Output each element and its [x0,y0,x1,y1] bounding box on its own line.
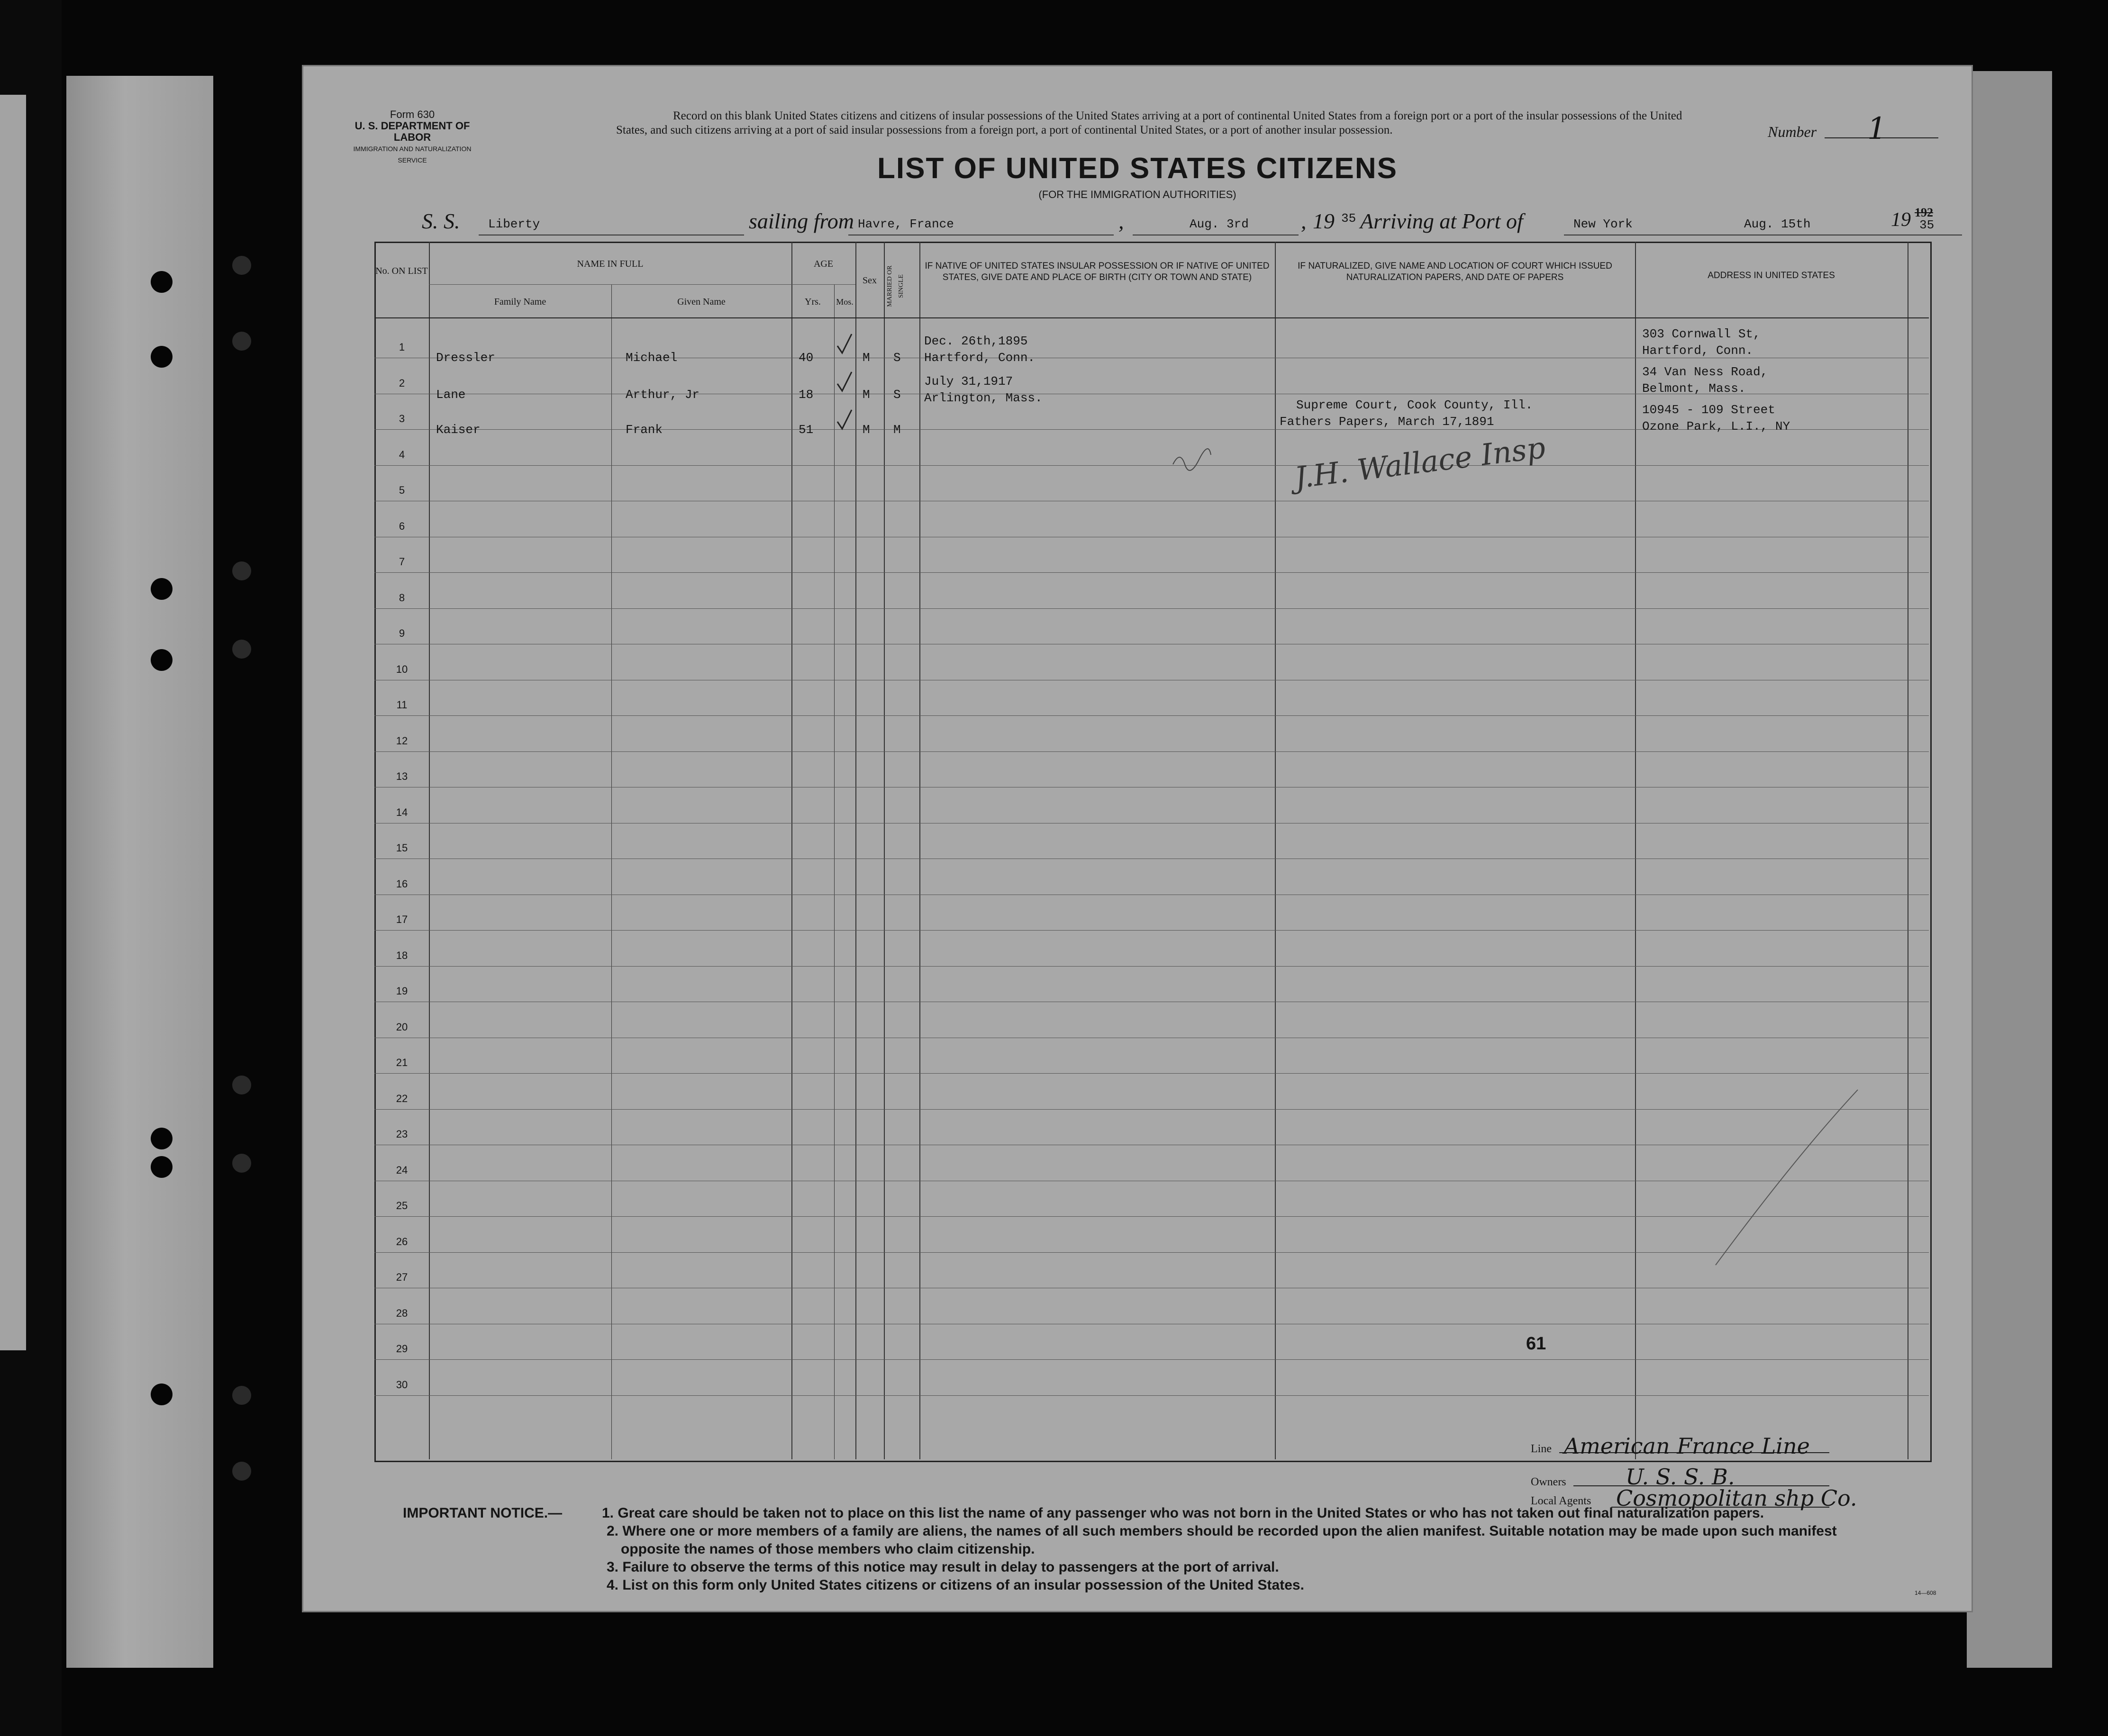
sex: M [863,423,870,437]
sailing-from: Havre, France [858,217,954,231]
address-city: Belmont, Mass. [1642,381,1746,396]
row-number: 21 [396,1057,408,1068]
notice-lead: IMPORTANT NOTICE.— [403,1505,563,1521]
row-number: 9 [399,627,405,639]
marital-status: M [893,423,901,437]
row-number: 15 [396,842,408,854]
notice-item: 3. Failure to observe the terms of this notice may result in delay to passengers at the port of arrival. [607,1559,1279,1575]
row-number: 19 [396,985,408,997]
punch-hole [232,1154,251,1173]
naturalization-court: Supreme Court, Cook County, Ill. [1296,398,1533,412]
ss-label: S. S. [422,209,460,233]
punch-hole [151,578,173,600]
departure-year: 35 [1341,211,1356,226]
row-number: 7 [399,556,405,568]
family-name: Kaiser [436,423,481,437]
row-line [374,572,1929,573]
row-number: 22 [396,1092,408,1104]
address-street: 303 Cornwall St, [1642,327,1761,341]
header-name: NAME IN FULL [577,259,644,269]
birth-place: Arlington, Mass. [924,391,1043,405]
number-label: Number [1768,123,1817,140]
arrival-port: New York [1573,217,1633,231]
form-number: Form 630 [390,108,435,120]
header-family: Family Name [494,297,546,307]
header-address: ADDRESS IN UNITED STATES [1708,271,1835,280]
important-notice [403,1504,1872,1594]
row-number: 12 [396,734,408,747]
inspector-signature: J.H. Wallace Insp [1292,430,1547,496]
punch-hole [151,271,173,293]
local-agents: Cosmopolitan shp Co. [1616,1485,1857,1511]
header-given: Given Name [677,297,726,307]
header-yrs: Yrs. [805,297,821,307]
stamp-number: 61 [1526,1334,1546,1354]
row-number: 17 [396,913,408,925]
citizens-list-form [303,66,1972,1611]
line-label: Line [1531,1443,1552,1455]
row-number: 18 [396,949,408,961]
row-line [374,1073,1929,1074]
address-city: Ozone Park, L.I., NY [1642,419,1790,434]
sex: M [863,388,870,402]
pencil-stroke-icon [1678,1085,1867,1275]
row-number: 1 [399,341,405,353]
punch-hole [232,561,251,580]
row-line [374,465,1929,466]
departure-date: Aug. 3rd [1190,217,1249,231]
marital-status: S [893,388,901,402]
header-married: MARRIED OR SINGLE [886,265,905,307]
binding-strip [66,76,213,1668]
row-number: 28 [396,1307,408,1319]
row-line [374,1395,1929,1396]
row-line [374,966,1929,967]
row-line [374,608,1929,609]
punch-hole [151,346,173,368]
header-sex: Sex [863,275,877,286]
row-line [374,715,1929,716]
right-page-edge [1967,71,2052,1668]
row-number: 25 [396,1200,408,1212]
row-number: 23 [396,1128,408,1140]
page-title: LIST OF UNITED STATES CITIZENS [877,152,1398,185]
row-number: 26 [396,1235,408,1248]
punch-hole [232,256,251,275]
row-line [374,1359,1929,1360]
notice-item: 2. Where one or more members of a family are aliens, the names of all such members should be recorded upon the alien manifest. Suitable notation may be made upon such manifest opposite the names of those members who claim citizenship. [607,1523,1837,1557]
given-name: Arthur, Jr [626,388,700,402]
address-street: 34 Van Ness Road, [1642,365,1768,379]
punch-hole [232,1386,251,1405]
header-birth: IF NATIVE OF UNITED STATES INSULAR POSSESSION OR IF NATIVE OF UNITED STATES, GIVE DATE AND PLACE OF BIRTH (CITY OR TOWN AND STATE) [925,261,1270,282]
arrival-date: Aug. 15th [1744,217,1811,231]
form-code: 14—608 [1915,1590,1936,1596]
year-prefix: 19 [1313,209,1335,233]
punch-hole [151,1383,173,1405]
sex: M [863,351,870,365]
arrival-year: 35 [1919,218,1935,232]
row-number: 10 [396,663,408,675]
sailing-label: sailing from [749,209,854,233]
row-number: 5 [399,484,405,496]
row-number: 24 [396,1164,408,1176]
age-years: 40 [799,351,814,365]
row-number: 16 [396,877,408,890]
row-number: 30 [396,1378,408,1391]
year-prefix-arrival: 19 [1891,209,1911,231]
punch-hole [232,1462,251,1481]
birth-date: July 31,1917 [924,374,1013,389]
checkmark-icons [835,332,856,441]
address-street: 10945 - 109 Street [1642,403,1775,417]
given-name: Frank [626,423,663,437]
row-number: 14 [396,806,408,818]
header-age: AGE [813,259,834,269]
punch-hole [151,1156,173,1178]
address-city: Hartford, Conn. [1642,344,1754,358]
given-name: Michael [626,351,678,365]
notice-item: 1. Great care should be taken not to place on this list the name of any passenger who was not born in the United States or who has not taken out final naturalization papers. [602,1505,1764,1521]
row-line [374,751,1929,752]
shipping-line: American France Line [1564,1433,1810,1459]
row-number: 2 [399,377,405,389]
birth-date: Dec. 26th,1895 [924,334,1028,348]
row-number: 4 [399,448,405,461]
department-name: U. S. DEPARTMENT OF LABOR [354,120,470,143]
row-number: 8 [399,591,405,604]
row-number: 11 [396,699,408,711]
page-subtitle: (FOR THE IMMIGRATION AUTHORITIES) [1038,189,1236,200]
header-mos: Mos. [836,297,854,307]
header-no: No. ON LIST [375,266,428,276]
row-number: 6 [399,520,405,532]
agents-label: Local Agents [1531,1495,1591,1507]
form-instructions: Record on this blank United States citizens and citizens of insular possessions of the United States arriving at a port of continental United States from a foreign port or a port of the insular possessions of the United States, and such citizens arriving at a port of said insular possessions from a foreign port, a port of continental United States, or a port of another insular possession. [616,109,1682,136]
ship-name: Liberty [488,217,540,231]
row-number: 20 [396,1021,408,1033]
row-number: 13 [396,770,408,782]
header-naturalized: IF NATURALIZED, GIVE NAME AND LOCATION OF COURT WHICH ISSUED NATURALIZATION PAPERS, AND DATE OF PAPERS [1298,261,1612,282]
punch-hole [232,1076,251,1094]
age-years: 18 [799,388,814,402]
punch-hole [151,1128,173,1149]
list-number: 1 [1867,111,1887,146]
punch-hole [151,649,173,671]
voyage-line: S. S. Liberty sailing from Havre, France , Aug. 3rd , 19 35 Arriving at Port of New York Aug. 15th 19 192 35 [422,208,1929,242]
notice-item: 4. List on this form only United States citizens or citizens of an insular possession of the United States. [607,1577,1304,1593]
row-line [374,930,1929,931]
marital-status: S [893,351,901,365]
printed-year: 192 [1915,206,1933,219]
row-number: 27 [396,1271,408,1283]
naturalization-papers: Fathers Papers, March 17,1891 [1280,415,1494,429]
owners-label: Owners [1531,1476,1566,1488]
service-name: IMMIGRATION AND NATURALIZATION SERVICE [353,145,472,164]
birth-place: Hartford, Conn. [924,351,1036,365]
punch-hole [232,640,251,659]
family-name: Dressler [436,351,495,365]
punch-hole [232,332,251,351]
age-years: 51 [799,423,814,437]
row-number: 3 [399,413,405,425]
initials-mark-icon [1171,445,1213,474]
arriving-label: Arriving at Port of [1360,209,1523,233]
family-name: Lane [436,388,466,402]
adjacent-page-strip [0,95,26,1350]
owners: U. S. S. B. [1626,1464,1735,1490]
row-number: 29 [396,1343,408,1355]
